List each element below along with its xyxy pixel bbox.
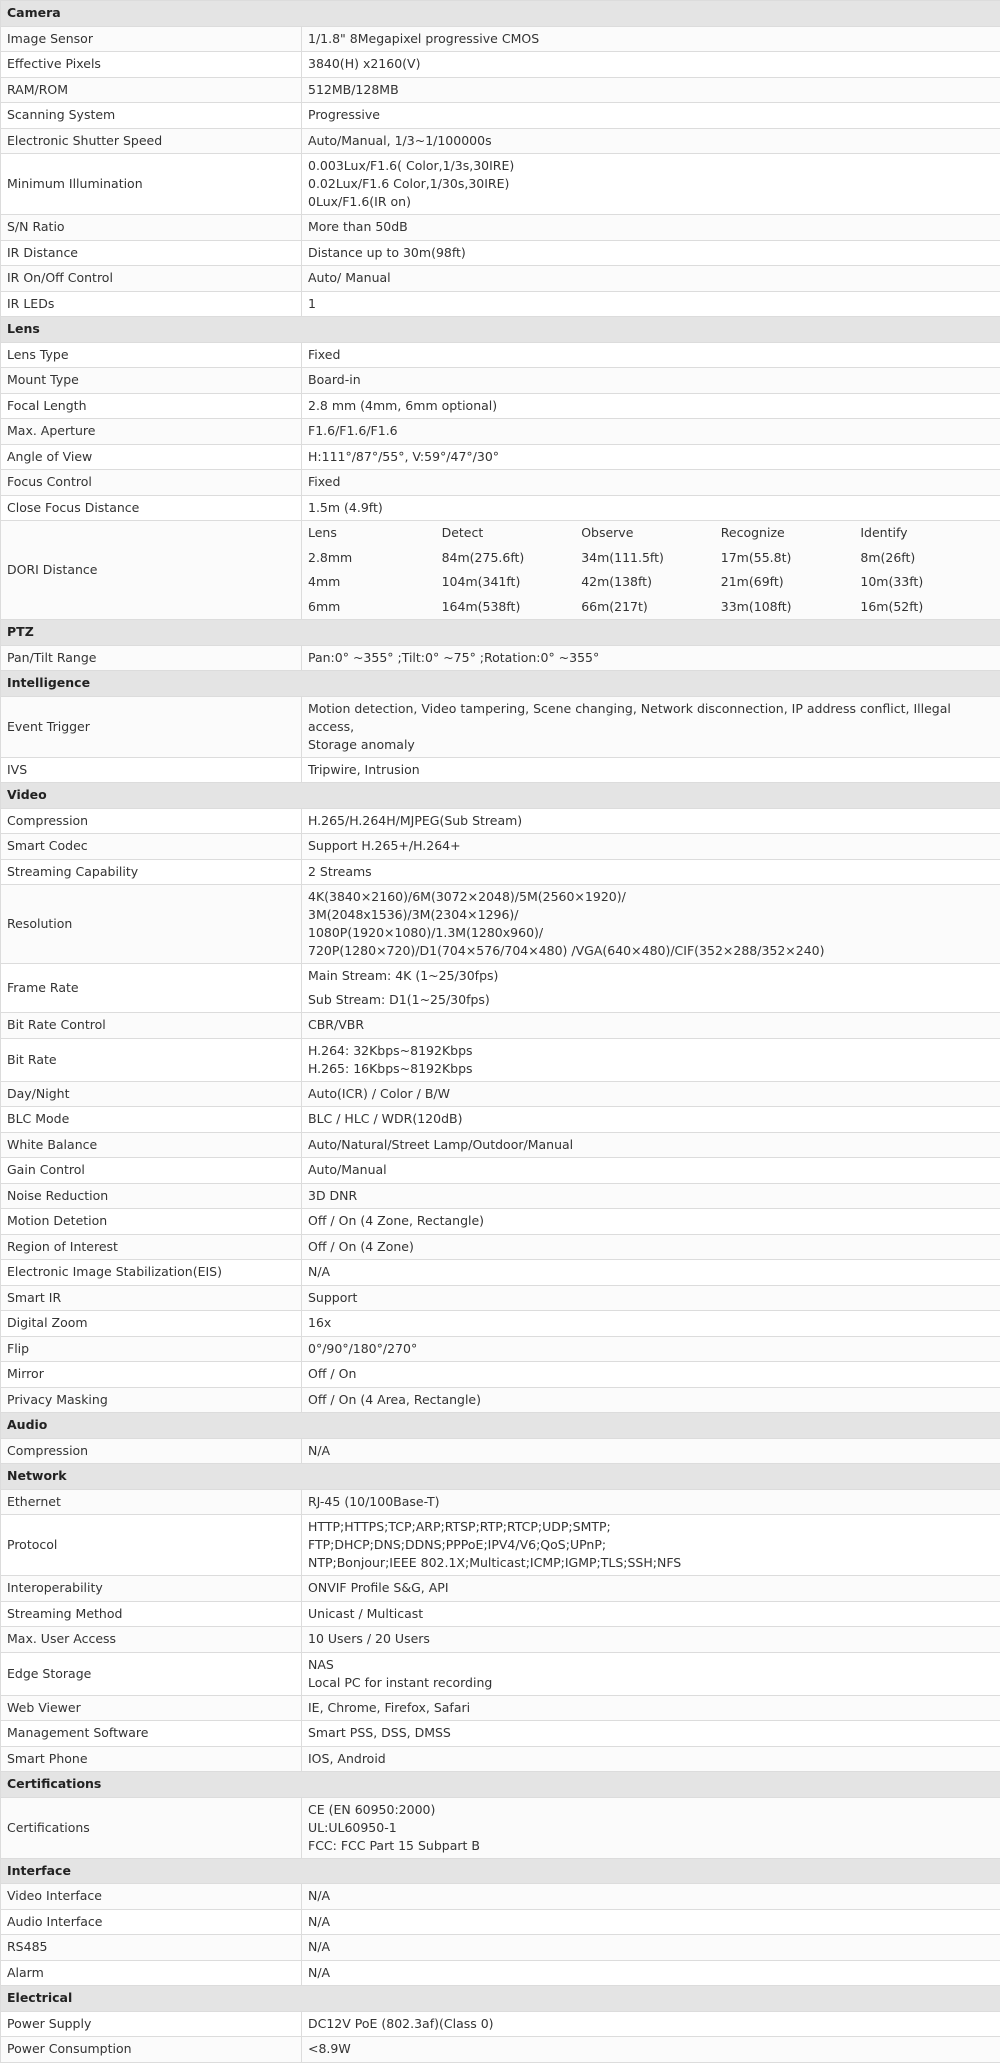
spec-label: Electronic Shutter Speed <box>1 128 302 154</box>
spec-label: Compression <box>1 1438 302 1464</box>
spec-label: Certifications <box>1 1797 302 1858</box>
spec-value <box>302 393 1000 419</box>
spec-row <box>1 1260 1000 1286</box>
spec-value <box>302 154 1000 215</box>
spec-value-line: 0.003Lux/F1.6( Color,1/3s,30IRE) <box>308 157 994 175</box>
spec-row <box>1 1721 1000 1747</box>
spec-value <box>302 1884 1000 1910</box>
spec-label: Edge Storage <box>1 1652 302 1695</box>
spec-row <box>1 1285 1000 1311</box>
spec-row <box>1 291 1000 317</box>
spec-label: Mirror <box>1 1362 302 1388</box>
spec-value-line: FTP;DHCP;DNS;DDNS;PPPoE;IPV4/V6;QoS;UPnP; <box>308 1536 994 1554</box>
section-header-certifications <box>1 1772 1000 1798</box>
spec-value-line: 4K(3840×2160)/6M(3072×2048)/5M(2560×1920)/ <box>308 888 994 906</box>
spec-row <box>1 1652 1000 1695</box>
spec-row <box>1 1081 1000 1107</box>
dori-data-row <box>302 546 1000 571</box>
dori-header-cell: Identify <box>860 521 1000 546</box>
spec-value-line: 16x <box>308 1314 994 1332</box>
dori-data-cell: 8m(26ft) <box>860 546 1000 571</box>
section-header-network <box>1 1464 1000 1490</box>
spec-label: Power Supply <box>1 2011 302 2037</box>
spec-value <box>302 1489 1000 1515</box>
spec-row <box>1 885 1000 964</box>
spec-row <box>1 1132 1000 1158</box>
spec-label: IR LEDs <box>1 291 302 317</box>
section-header-ptz <box>1 620 1000 646</box>
spec-value-line: DC12V PoE (802.3af)(Class 0) <box>308 2015 994 2033</box>
spec-value-line: N/A <box>308 1442 994 1460</box>
spec-value <box>302 128 1000 154</box>
spec-label: Power Consumption <box>1 2037 302 2063</box>
spec-row <box>1 103 1000 129</box>
spec-row <box>1 77 1000 103</box>
dori-data-cell: 34m(111.5ft) <box>581 546 721 571</box>
spec-value <box>302 1909 1000 1935</box>
dori-header-cell: Detect <box>442 521 582 546</box>
dori-data-cell: 6mm <box>302 595 442 620</box>
spec-label: Scanning System <box>1 103 302 129</box>
spec-value <box>302 1038 1000 1081</box>
spec-label: RAM/ROM <box>1 77 302 103</box>
spec-value <box>302 419 1000 445</box>
spec-value <box>302 1797 1000 1858</box>
spec-value <box>302 1013 1000 1039</box>
spec-label: Region of Interest <box>1 1234 302 1260</box>
spec-row <box>1 26 1000 52</box>
dori-data-cell: 16m(52ft) <box>860 595 1000 620</box>
spec-value-line: IOS, Android <box>308 1750 994 1768</box>
spec-value-line: H:111°/87°/55°, V:59°/47°/30° <box>308 448 994 466</box>
spec-value-line: Local PC for instant recording <box>308 1674 994 1692</box>
section-title: Electrical <box>1 1986 1000 2012</box>
spec-row <box>1 1311 1000 1337</box>
spec-row <box>1 1038 1000 1081</box>
spec-label: IVS <box>1 757 302 783</box>
spec-value-line: 10 Users / 20 Users <box>308 1630 994 1648</box>
spec-value <box>302 291 1000 317</box>
spec-value-line: Main Stream: 4K (1~25/30fps) <box>308 967 994 985</box>
spec-value-line: Fixed <box>308 346 994 364</box>
spec-value-line: Smart PSS, DSS, DMSS <box>308 1724 994 1742</box>
spec-label: Web Viewer <box>1 1695 302 1721</box>
dori-data-cell: 10m(33ft) <box>860 570 1000 595</box>
spec-value-line: Storage anomaly <box>308 736 994 754</box>
spec-label: Video Interface <box>1 1884 302 1910</box>
spec-label: BLC Mode <box>1 1107 302 1133</box>
spec-value-line: Fixed <box>308 473 994 491</box>
spec-value-line: N/A <box>308 1263 994 1281</box>
spec-value <box>302 77 1000 103</box>
dori-data-cell: 164m(538ft) <box>442 595 582 620</box>
spec-label: Resolution <box>1 885 302 964</box>
spec-label: Privacy Masking <box>1 1387 302 1413</box>
spec-row <box>1 1362 1000 1388</box>
section-header-interface <box>1 1858 1000 1884</box>
spec-value <box>302 1336 1000 1362</box>
spec-value <box>302 1107 1000 1133</box>
section-header-intelligence <box>1 671 1000 697</box>
spec-value <box>302 470 1000 496</box>
dori-header-row <box>302 521 1000 546</box>
spec-label: Angle of View <box>1 444 302 470</box>
spec-row <box>1 645 1000 671</box>
spec-label: DORI Distance <box>1 521 302 620</box>
spec-value-line: H.265/H.264H/MJPEG(Sub Stream) <box>308 812 994 830</box>
spec-value <box>302 26 1000 52</box>
spec-value-line: 1080P(1920×1080)/1.3M(1280x960)/ <box>308 924 994 942</box>
spec-value-line: 3840(H) x2160(V) <box>308 55 994 73</box>
spec-value <box>302 266 1000 292</box>
spec-label: Close Focus Distance <box>1 495 302 521</box>
spec-label: Ethernet <box>1 1489 302 1515</box>
spec-value-line: Auto/Manual, 1/3~1/100000s <box>308 132 994 150</box>
spec-value-line: F1.6/F1.6/F1.6 <box>308 422 994 440</box>
spec-row <box>1 1387 1000 1413</box>
spec-label: Focus Control <box>1 470 302 496</box>
spec-value-line: Auto/Natural/Street Lamp/Outdoor/Manual <box>308 1136 994 1154</box>
spec-row <box>1 1909 1000 1935</box>
spec-value-line: 720P(1280×720)/D1(704×576/704×480) /VGA(640×480)/CIF(352×288/352×240) <box>308 942 994 960</box>
spec-row <box>1 1209 1000 1235</box>
spec-value-line: N/A <box>308 1887 994 1905</box>
spec-row <box>1 1797 1000 1858</box>
spec-value <box>302 696 1000 757</box>
spec-row <box>1 1013 1000 1039</box>
spec-label: Streaming Method <box>1 1601 302 1627</box>
spec-label: Flip <box>1 1336 302 1362</box>
dori-header-cell: Recognize <box>721 521 861 546</box>
section-header-audio <box>1 1413 1000 1439</box>
spec-value-line: UL:UL60950-1 <box>308 1819 994 1837</box>
spec-value-line: 0.02Lux/F1.6 Color,1/30s,30IRE) <box>308 175 994 193</box>
spec-value <box>302 1627 1000 1653</box>
spec-label: IR On/Off Control <box>1 266 302 292</box>
spec-value <box>302 342 1000 368</box>
spec-label: S/N Ratio <box>1 215 302 241</box>
spec-row <box>1 2037 1000 2063</box>
spec-value-line: 512MB/128MB <box>308 81 994 99</box>
spec-value <box>302 1935 1000 1961</box>
dori-data-cell: 33m(108ft) <box>721 595 861 620</box>
spec-value-line: 1.5m (4.9ft) <box>308 499 994 517</box>
spec-value-line: H.265: 16Kbps~8192Kbps <box>308 1060 994 1078</box>
dori-data-cell: 2.8mm <box>302 546 442 571</box>
spec-value <box>302 1721 1000 1747</box>
spec-row <box>1 240 1000 266</box>
spec-value-line: Off / On (4 Zone) <box>308 1238 994 1256</box>
spec-row <box>1 419 1000 445</box>
spec-value <box>302 1234 1000 1260</box>
spec-value <box>302 1576 1000 1602</box>
spec-row <box>1 1746 1000 1772</box>
spec-value <box>302 1601 1000 1627</box>
spec-label: Max. User Access <box>1 1627 302 1653</box>
section-title: Intelligence <box>1 671 1000 697</box>
spec-row <box>1 2011 1000 2037</box>
spec-row <box>1 128 1000 154</box>
spec-row <box>1 1935 1000 1961</box>
spec-label: Frame Rate <box>1 964 302 1013</box>
spec-value-line: CE (EN 60950:2000) <box>308 1801 994 1819</box>
spec-value <box>302 1183 1000 1209</box>
spec-value-line: Sub Stream: D1(1~25/30fps) <box>308 991 994 1009</box>
spec-row <box>1 1576 1000 1602</box>
spec-label: Bit Rate Control <box>1 1013 302 1039</box>
spec-row <box>1 470 1000 496</box>
dori-data-cell: 66m(217t) <box>581 595 721 620</box>
section-header-lens <box>1 317 1000 343</box>
spec-value <box>302 757 1000 783</box>
spec-value <box>302 1362 1000 1388</box>
spec-label: IR Distance <box>1 240 302 266</box>
spec-value-line: Distance up to 30m(98ft) <box>308 244 994 262</box>
spec-value-line: 1/1.8" 8Megapixel progressive CMOS <box>308 30 994 48</box>
spec-label: Alarm <box>1 1960 302 1986</box>
spec-row <box>1 1158 1000 1184</box>
spec-value-line: NAS <box>308 1656 994 1674</box>
dori-data-cell: 21m(69ft) <box>721 570 861 595</box>
section-title: PTZ <box>1 620 1000 646</box>
spec-value-line: FCC: FCC Part 15 Subpart B <box>308 1837 994 1855</box>
spec-value-line: Off / On <box>308 1365 994 1383</box>
spec-value-line: Support <box>308 1289 994 1307</box>
section-header-camera <box>1 1 1000 27</box>
spec-value <box>302 1387 1000 1413</box>
section-title: Network <box>1 1464 1000 1490</box>
spec-label: Event Trigger <box>1 696 302 757</box>
spec-value <box>302 1695 1000 1721</box>
spec-value-line: N/A <box>308 1964 994 1982</box>
spec-value-line: IE, Chrome, Firefox, Safari <box>308 1699 994 1717</box>
spec-value <box>302 1260 1000 1286</box>
spec-label: Minimum Illumination <box>1 154 302 215</box>
spec-value <box>302 1158 1000 1184</box>
dori-cell <box>302 521 1000 620</box>
spec-label: Streaming Capability <box>1 859 302 885</box>
spec-row <box>1 393 1000 419</box>
spec-row <box>1 808 1000 834</box>
spec-value-line: 2 Streams <box>308 863 994 881</box>
spec-value-line: Unicast / Multicast <box>308 1605 994 1623</box>
spec-label: Gain Control <box>1 1158 302 1184</box>
spec-row <box>1 1336 1000 1362</box>
spec-label: Motion Detetion <box>1 1209 302 1235</box>
spec-row <box>1 1960 1000 1986</box>
spec-row <box>1 696 1000 757</box>
spec-label: Pan/Tilt Range <box>1 645 302 671</box>
spec-value-line: RJ-45 (10/100Base-T) <box>308 1493 994 1511</box>
spec-value <box>302 1652 1000 1695</box>
spec-row <box>1 1884 1000 1910</box>
spec-value-line: H.264: 32Kbps~8192Kbps <box>308 1042 994 1060</box>
spec-row <box>1 444 1000 470</box>
spec-value-line: Support H.265+/H.264+ <box>308 837 994 855</box>
spec-value-line: 2.8 mm (4mm, 6mm optional) <box>308 397 994 415</box>
dori-data-row <box>302 595 1000 620</box>
spec-row <box>1 1107 1000 1133</box>
spec-label: Interoperability <box>1 1576 302 1602</box>
spec-row <box>1 52 1000 78</box>
spec-row <box>1 215 1000 241</box>
spec-value-line: 3M(2048x1536)/3M(2304×1296)/ <box>308 906 994 924</box>
spec-row <box>1 368 1000 394</box>
spec-label: Digital Zoom <box>1 1311 302 1337</box>
section-title: Interface <box>1 1858 1000 1884</box>
spec-row <box>1 1489 1000 1515</box>
spec-value <box>302 1285 1000 1311</box>
spec-value-line: More than 50dB <box>308 218 994 236</box>
section-header-video <box>1 783 1000 809</box>
spec-value <box>302 1515 1000 1576</box>
spec-value-line: Board-in <box>308 371 994 389</box>
spec-row <box>1 154 1000 215</box>
spec-row <box>1 266 1000 292</box>
dori-data-cell: 104m(341ft) <box>442 570 582 595</box>
spec-value-line: Pan:0° ~355° ;Tilt:0° ~75° ;Rotation:0° ~355° <box>308 649 994 667</box>
spec-value-line: 0°/90°/180°/270° <box>308 1340 994 1358</box>
spec-value-line: N/A <box>308 1913 994 1931</box>
spec-value <box>302 885 1000 964</box>
spec-label: Max. Aperture <box>1 419 302 445</box>
spec-row <box>1 1183 1000 1209</box>
spec-value-line: <8.9W <box>308 2040 994 2058</box>
spec-value <box>302 834 1000 860</box>
spec-value-line: Tripwire, Intrusion <box>308 761 994 779</box>
spec-row <box>1 859 1000 885</box>
spec-label: Day/Night <box>1 1081 302 1107</box>
spec-value <box>302 964 1000 1013</box>
spec-value <box>302 859 1000 885</box>
spec-value <box>302 1081 1000 1107</box>
spec-value-line: 0Lux/F1.6(IR on) <box>308 193 994 211</box>
spec-value <box>302 2011 1000 2037</box>
spec-label: Management Software <box>1 1721 302 1747</box>
spec-row <box>1 964 1000 1013</box>
spec-value <box>302 1960 1000 1986</box>
spec-label: Image Sensor <box>1 26 302 52</box>
spec-value <box>302 1438 1000 1464</box>
spec-label: Audio Interface <box>1 1909 302 1935</box>
spec-value <box>302 52 1000 78</box>
section-title: Audio <box>1 1413 1000 1439</box>
spec-row <box>1 1695 1000 1721</box>
spec-value <box>302 645 1000 671</box>
section-header-electrical <box>1 1986 1000 2012</box>
spec-label: Compression <box>1 808 302 834</box>
section-title: Camera <box>1 1 1000 27</box>
spec-value <box>302 103 1000 129</box>
spec-label: Electronic Image Stabilization(EIS) <box>1 1260 302 1286</box>
spec-value <box>302 368 1000 394</box>
spec-value-line: 1 <box>308 295 994 313</box>
spec-value-line: HTTP;HTTPS;TCP;ARP;RTSP;RTP;RTCP;UDP;SMTP; <box>308 1518 994 1536</box>
spec-value <box>302 1132 1000 1158</box>
spec-value <box>302 1209 1000 1235</box>
spec-value <box>302 1311 1000 1337</box>
spec-label: Effective Pixels <box>1 52 302 78</box>
dori-data-row <box>302 570 1000 595</box>
spec-row <box>1 1601 1000 1627</box>
spec-value <box>302 240 1000 266</box>
spec-value-line: ONVIF Profile S&G, API <box>308 1579 994 1597</box>
spec-row <box>1 1627 1000 1653</box>
spec-value-line: Auto/Manual <box>308 1161 994 1179</box>
spec-value-line: NTP;Bonjour;IEEE 802.1X;Multicast;ICMP;IGMP;TLS;SSH;NFS <box>308 1554 994 1572</box>
dori-table <box>302 521 1000 619</box>
spec-value-line: Off / On (4 Area, Rectangle) <box>308 1391 994 1409</box>
dori-header-cell: Lens <box>302 521 442 546</box>
spec-label: Mount Type <box>1 368 302 394</box>
spec-row <box>1 757 1000 783</box>
dori-header-cell: Observe <box>581 521 721 546</box>
spec-label: Noise Reduction <box>1 1183 302 1209</box>
spec-label: Smart IR <box>1 1285 302 1311</box>
spec-value-line: Off / On (4 Zone, Rectangle) <box>308 1212 994 1230</box>
spec-label: RS485 <box>1 1935 302 1961</box>
spec-value <box>302 1746 1000 1772</box>
spec-value <box>302 215 1000 241</box>
spec-value-line: Auto(ICR) / Color / B/W <box>308 1085 994 1103</box>
spec-label: Smart Phone <box>1 1746 302 1772</box>
dori-data-cell: 42m(138ft) <box>581 570 721 595</box>
spec-value <box>302 808 1000 834</box>
spec-label: Bit Rate <box>1 1038 302 1081</box>
spec-label: Focal Length <box>1 393 302 419</box>
dori-data-cell: 4mm <box>302 570 442 595</box>
dori-data-cell: 84m(275.6ft) <box>442 546 582 571</box>
spec-table-body <box>1 1 1000 2063</box>
section-title: Lens <box>1 317 1000 343</box>
spec-value-line: N/A <box>308 1938 994 1956</box>
spec-value <box>302 495 1000 521</box>
spec-row <box>1 1438 1000 1464</box>
spec-row <box>1 1515 1000 1576</box>
spec-value <box>302 444 1000 470</box>
dori-data-cell: 17m(55.8t) <box>721 546 861 571</box>
spec-label: Protocol <box>1 1515 302 1576</box>
section-title: Certifications <box>1 1772 1000 1798</box>
spec-label: Smart Codec <box>1 834 302 860</box>
spec-value-line: 3D DNR <box>308 1187 994 1205</box>
spec-row <box>1 834 1000 860</box>
spec-value <box>302 2037 1000 2063</box>
spec-label: White Balance <box>1 1132 302 1158</box>
dori-row <box>1 521 1000 620</box>
spec-label: Lens Type <box>1 342 302 368</box>
spec-row <box>1 495 1000 521</box>
spec-value-line: Motion detection, Video tampering, Scene changing, Network disconnection, IP address conflict, Illegal access, <box>308 700 994 736</box>
spec-row <box>1 342 1000 368</box>
spec-value-line: BLC / HLC / WDR(120dB) <box>308 1110 994 1128</box>
spec-row <box>1 1234 1000 1260</box>
spec-value-line: Auto/ Manual <box>308 269 994 287</box>
spec-value-line: Progressive <box>308 106 994 124</box>
spec-value-line: CBR/VBR <box>308 1016 994 1034</box>
section-title: Video <box>1 783 1000 809</box>
